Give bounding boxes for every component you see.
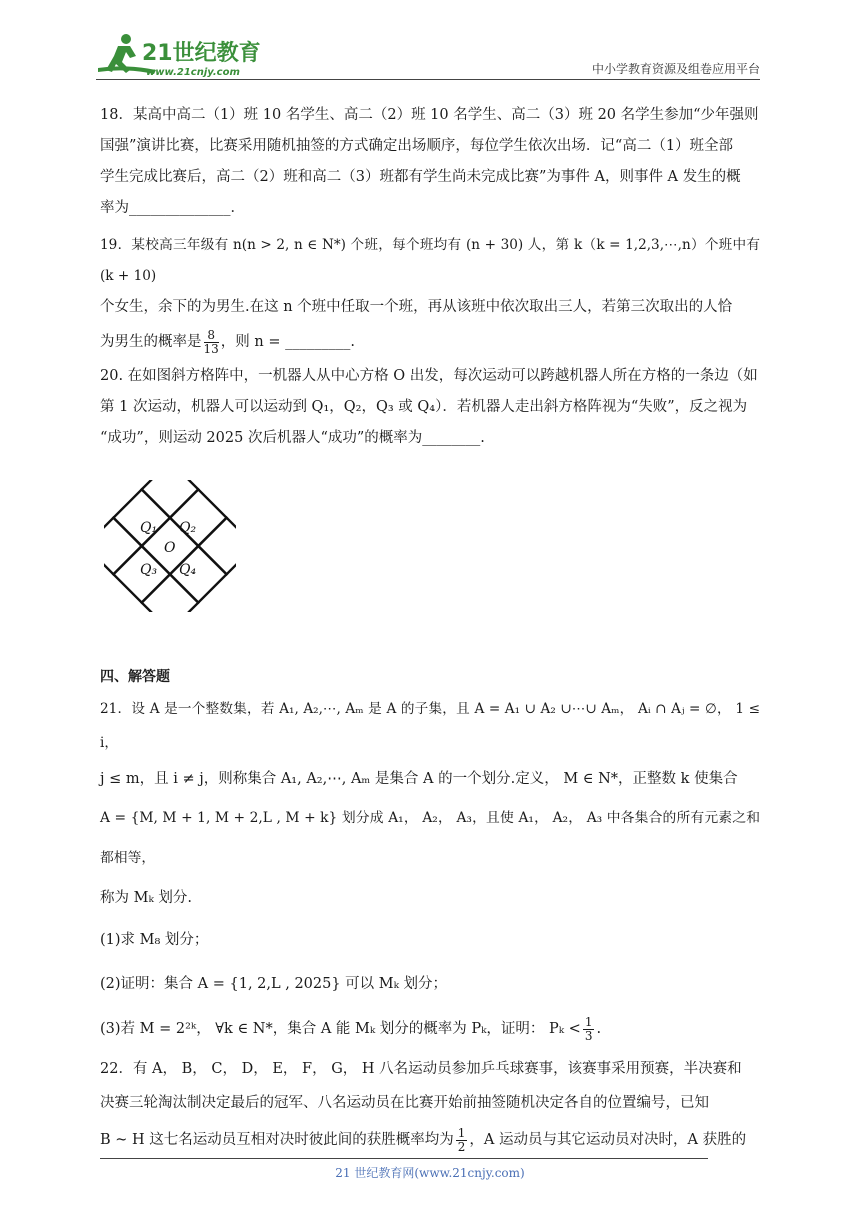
q22-line-2: 决赛三轮淘汰制决定最后的冠军、八名运动员在比赛开始前抽签随机决定各自的位置编号，已知	[100, 1095, 709, 1111]
page-footer: 21 世纪教育网(www.21cnjy.com)	[335, 1166, 525, 1180]
q21-line-1: 21．设 A 是一个整数集，若 A₁, A₂,⋯, Aₘ 是 A 的子集，且 A = A₁ ∪ A₂ ∪⋯∪ Aₘ， Aᵢ ∩ Aⱼ = ∅， 1 ≤ i，	[100, 701, 760, 751]
q18-line-2: 国强”演讲比赛，比赛采用随机抽签的方式确定出场顺序，每位学生依次出场．记“高二（1）班全部	[100, 138, 734, 154]
diamond-grid-figure	[104, 480, 236, 612]
content	[100, 100, 760, 1160]
q19-line-2: 个女生，余下的为男生.在这 n 个班中任取一个班，再从该班中依次取出三人，若第三次取出的人恰	[100, 299, 733, 315]
fraction-numerator: 1	[584, 1014, 593, 1029]
q22-line-1: 22．有 A， B， C， D， E， F， G， H 八名运动员参加乒乓球赛事，该赛事采用预赛，半决赛和	[100, 1061, 742, 1077]
label-q2: Q₂	[179, 520, 197, 536]
logo	[96, 30, 266, 78]
q18-line-4: 率为______________．	[100, 200, 245, 216]
q21-line-3: A = {M, M + 1, M + 2,L , M + k} 划分成 A₁， A₂， A₃，且使 A₁， A₂， A₃ 中各集合的所有元素之和都相等，	[100, 810, 760, 866]
q21-part-2: (2)证明：集合 A = {1, 2,L , 2025} 可以 Mₖ 划分；	[100, 976, 448, 992]
q18-line-1: 18．某高中高二（1）班 10 名学生、高二（2）班 10 名学生、高二（3）班 20 名学生参加“少年强则	[100, 107, 759, 123]
label-q1: Q₁	[140, 520, 158, 536]
question-22	[100, 1052, 760, 1160]
label-o: O	[164, 540, 176, 556]
q19-line-3-post: ，则 n = _________.	[220, 334, 355, 350]
fraction-denominator: 3	[584, 1028, 593, 1043]
q21-line-4: 称为 Mₖ 划分.	[100, 890, 192, 906]
page-header	[96, 30, 760, 80]
q21-part-3-pre: (3)若 M = 2²ᵏ， ∀k ∈ N*，集合 A 能 Mₖ 划分的概率为 Pₖ，证明： Pₖ <	[100, 1021, 581, 1037]
fraction-denominator: 2	[457, 1139, 466, 1154]
q20-line-3: “成功”，则运动 2025 次后机器人“成功”的概率为________.	[100, 430, 485, 446]
q20-line-2: 第 1 次运动，机器人可以运动到 Q₁，Q₂，Q₃ 或 Q₄）．若机器人走出斜方格阵视为“失败”，反之视为	[100, 399, 748, 415]
fraction-1-3	[583, 1016, 595, 1043]
question-21	[100, 692, 760, 1052]
q20-line-1: 20. 在如图斜方格阵中，一机器人从中心方格 O 出发，每次运动可以跨越机器人所在方格的一条边（如	[100, 368, 758, 384]
label-q3: Q₃	[140, 562, 158, 578]
question-20	[100, 361, 760, 454]
grid-cell	[142, 574, 199, 612]
q22-line-3	[100, 1120, 760, 1160]
question-19	[100, 230, 760, 361]
fraction-numerator: 1	[457, 1125, 466, 1140]
q21-line-2: j ≤ m，且 i ≠ j，则称集合 A₁, A₂,⋯, Aₘ 是集合 A 的一个划分.定义， M ∈ N*，正整数 k 使集合	[100, 771, 738, 787]
label-q4: Q₄	[179, 562, 197, 578]
logo-title: 21世纪教育	[142, 41, 261, 66]
q21-part-1: (1)求 M₈ 划分；	[100, 932, 209, 948]
q19-line-3-pre: 为男生的概率是	[100, 334, 202, 350]
q19-line-3	[100, 323, 760, 361]
fraction-numerator: 8	[204, 329, 219, 343]
fraction-8-13	[204, 329, 219, 356]
question-18	[100, 100, 760, 224]
footer-divider	[100, 1158, 708, 1159]
grid-cell	[113, 489, 170, 546]
header-divider	[96, 79, 760, 80]
platform-name: 中小学教育资源及组卷应用平台	[591, 62, 760, 76]
q19-line-1: 19．某校高三年级有 n(n > 2, n ∈ N*) 个班，每个班均有 (n + 30) 人，第 k（k = 1,2,3,⋯,n）个班中有 (k + 10)	[100, 237, 760, 284]
q22-line-3-pre: B ~ H 这七名运动员互相对决时彼此间的获胜概率均为	[100, 1132, 454, 1148]
grid-cell	[170, 489, 227, 546]
fraction-1-2	[456, 1127, 468, 1154]
q21-part-3	[100, 1006, 760, 1052]
q18-line-3: 学生完成比赛后，高二（2）班和高二（3）班都有学生尚未完成比赛”为事件 A，则事件 A 发生的概	[100, 169, 741, 185]
section-heading: 四、解答题	[100, 669, 170, 685]
fraction-denominator: 13	[203, 341, 219, 356]
q22-line-3-post: ，A 运动员与其它运动员对决时，A 获胜的	[469, 1132, 747, 1148]
logo-url: www.21cnjy.com	[146, 67, 240, 78]
q21-part-3-post: .	[596, 1021, 602, 1037]
